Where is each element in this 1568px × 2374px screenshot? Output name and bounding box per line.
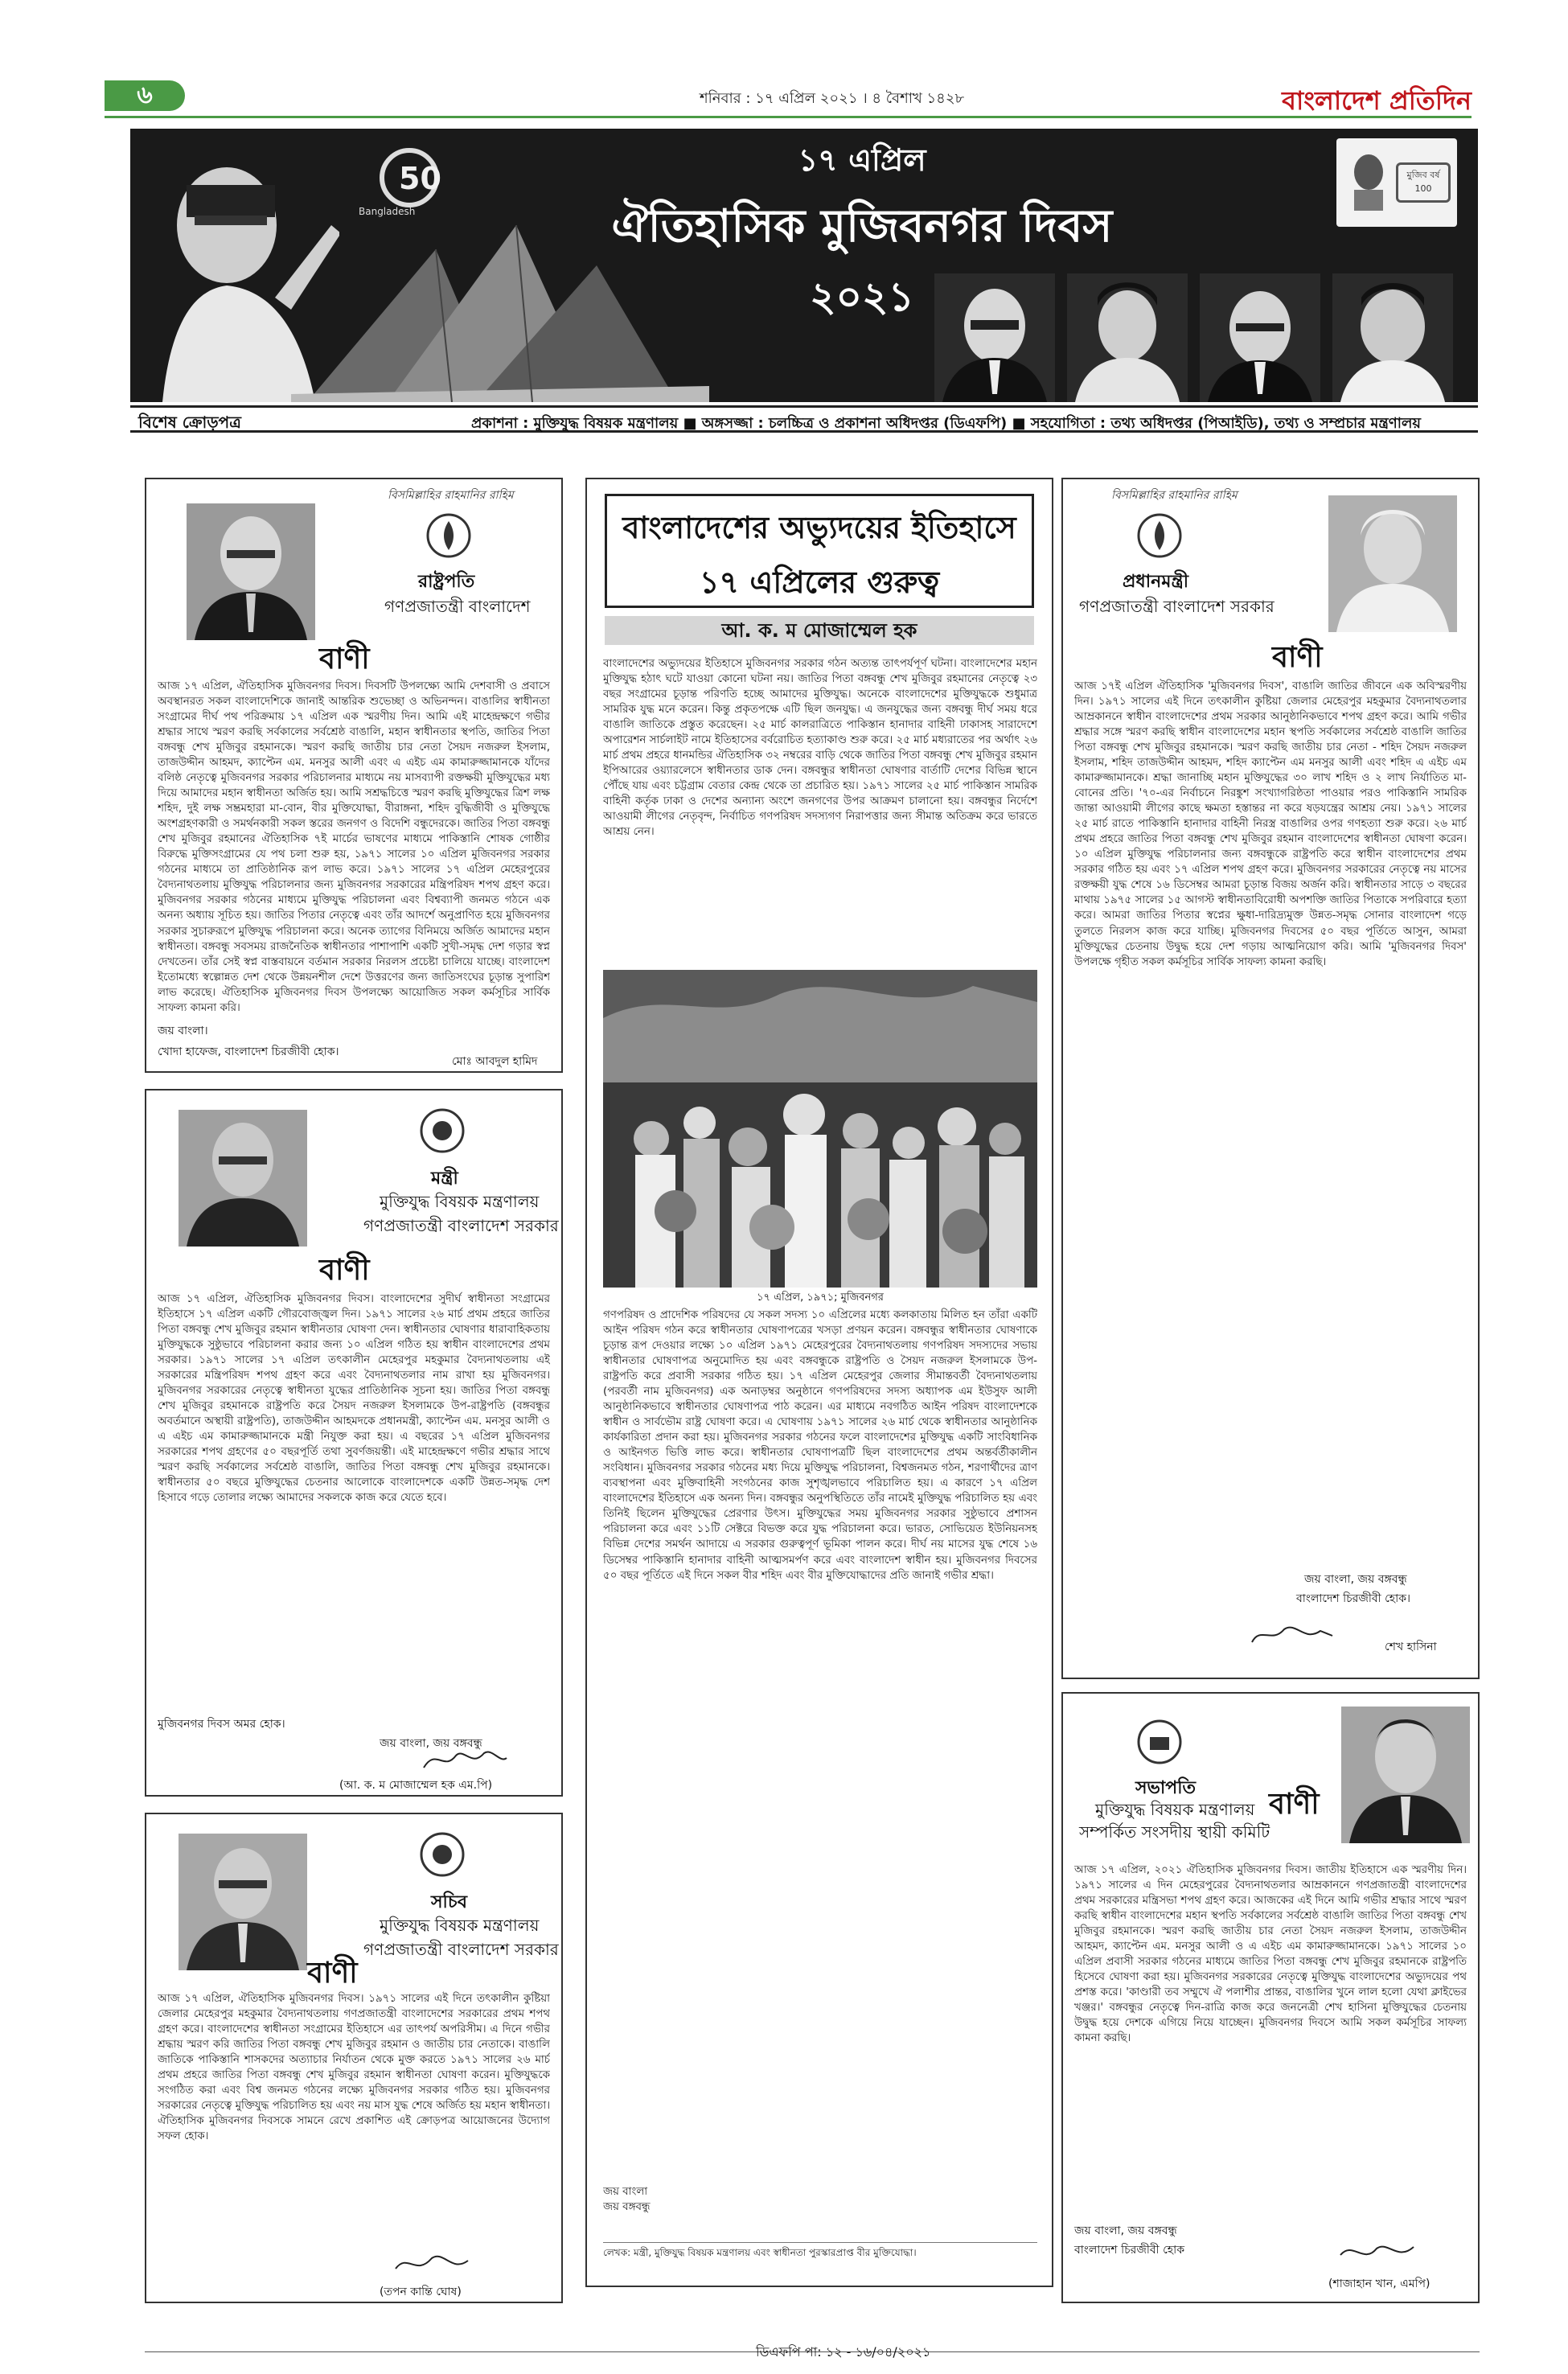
president-message (145, 478, 563, 1073)
government-emblem-icon (418, 1107, 466, 1155)
president-signatory: মোঃ আবদুল হামিদ (452, 1055, 538, 1068)
secretary-org-1: মুক্তিযুদ্ধ বিষয়ক মন্ত্রণালয় (380, 1916, 540, 1935)
prime-minister-message-title: বাণী (1272, 640, 1323, 674)
president-photo (187, 503, 315, 640)
credits-bar (130, 405, 1478, 433)
secretary-org-2: গণপ্রজাতন্ত্রী বাংলাদেশ সরকার (363, 1940, 559, 1959)
president-message-title: বাণী (319, 642, 370, 676)
minister-closing-2: জয় বাংলা, জয় বঙ্গবন্ধু (380, 1737, 482, 1750)
article-author: আ. ক. ম মোজাম্মেল হক (605, 616, 1034, 645)
government-emblem-icon (1135, 511, 1184, 560)
article-column (585, 478, 1053, 2287)
banner-heading: ঐতিহাসিক মুজিবনগর দিবস (611, 199, 1113, 253)
secretary-signatory: (তপন কান্তি ঘোষ) (380, 2286, 462, 2298)
prime-minister-org: গণপ্রজাতন্ত্রী বাংলাদেশ সরকার (1079, 597, 1275, 616)
parliament-emblem-icon (1135, 1718, 1184, 1766)
banner-date: ১৭ এপ্রিল (798, 142, 926, 178)
page-number: ৬ (105, 80, 185, 111)
photo-caption: ১৭ এপ্রিল, ১৯৭১; মুজিবনগর (757, 1292, 884, 1304)
leader-portrait-4 (1332, 273, 1453, 402)
banner-year: ২০২১ (810, 273, 914, 320)
dateline: শনিবার : ১৭ এপ্রিল ২০২১ । ৪ বৈশাখ ১৪২৮ (700, 90, 965, 107)
prime-minister-signature (1248, 1620, 1336, 1652)
mujib-borsho-logo (1336, 138, 1457, 227)
four-leaders-portraits (934, 273, 1465, 402)
mujib-face-icon (1344, 146, 1393, 211)
secretary-role: সচিব (431, 1892, 467, 1912)
minister-role: মন্ত্রী (431, 1169, 458, 1189)
bismillah-calligraphy: বিসমিল্লাহির রাহমানির রাহিম (1111, 489, 1238, 502)
committee-chair-message (1061, 1692, 1480, 2303)
leader-portrait-1 (934, 273, 1055, 402)
committee-chair-signatory: (শাজাহান খান, এমপি) (1328, 2277, 1430, 2290)
golden-jubilee-logo (343, 140, 447, 228)
prime-minister-message-body: আজ ১৭ই এপ্রিল ঐতিহাসিক 'মুজিবনগর দিবস', বাঙালি জাতির জীবনে এক অবিস্মরণীয় দিন। ১৯৭১ সালের এই দিনে তৎকালীন কুষ্টিয়া জেলার মেহেরপুর মহকুমার বৈদ্যনাথতলার আম্রকাননে স্বাধীন বাংলাদেশের প্রথম সরকার আনুষ্ঠানিকভাবে শপথ গ্রহণ করে। আমি গভীর শ্রদ্ধার সঙ্গে স্মরণ করছি স্বাধীন বাংলাদেশের মহান স্থপতি সর্বকালের সর্বশ্রেষ্ঠ বাঙালি জাতির পিতা বঙ্গবন্ধু শেখ মুজিবুর রহমানকে। স্মরণ করছি জাতীয় চার নেতা - শহিদ সৈয়দ নজরুল ইসলাম, শহিদ তাজউদ্দীন আহমদ, শহিদ ক্যাপ্টেন এম মনসুর আলী এবং শহিদ এ এইচ এম কামারুজ্জামানকে। শ্রদ্ধা জানাচ্ছি মহান মুক্তিযুদ্ধের ৩০ লাখ শহিদ ও ২ লাখ নির্যাতিত মা-বোনের প্রতি। '৭০-এর নির্বাচনে নিরঙ্কুশ সংখ্যাগরিষ্ঠতা পাওয়ার পরও পাকিস্তানি সামরিক জান্তা আওয়ামী লীগের কাছে ক্ষমতা হস্তান্তর না করে ষড়যন্ত্রের আশ্রয় নেয়। ১৯৭১ সালের ২৫ মার্চ রাতে পাকিস্তানি হানাদার বাহিনী নিরস্ত্র বাঙালির ওপর গণহত্যা শুরু করে। ২৬ মার্চ প্রথম প্রহরে জাতির পিতা বঙ্গবন্ধু শেখ মুজিবুর রহমান বাংলাদেশের স্বাধীনতা ঘোষণা করেন। ১০ এপ্রিল মুক্তিযুদ্ধ পরিচালনার জন্য বঙ্গবন্ধুকে রাষ্ট্রপতি করে স্বাধীন বাংলাদেশের প্রথম সরকার গঠিত হয় এবং ১৭ এপ্রিল শপথ গ্রহণ করে। মুজিবনগর সরকারের নেতৃত্বে নয় মাসের রক্তক্ষয়ী যুদ্ধ শেষে ১৬ ডিসেম্বর আমরা চূড়ান্ত বিজয় অর্জন করি। স্বাধীনতার সাড়ে ৩ বছরের মাথায় ১৯৭৫ সালের ১৫ আগস্ট স্বাধীনতাবিরোধী অপশক্তি জাতির পিতাকে সপরিবারে হত্যা করে। আমরা জাতির পিতার স্বপ্নের ক্ষুধা-দারিদ্র্যমুক্ত উন্নত-সমৃদ্ধ সোনার বাংলাদেশ গড়ে তুলতে নিরলস কাজ করে যাচ্ছি। মুজিবনগর দিবসের ৫০ বছর পূর্তিতে আসুন, আমরা মুক্তিযুদ্ধের চেতনায় উদ্বুদ্ধ হয়ে দেশ গড়ায় আত্মনিয়োগ করি। আমি 'মুজিবনগর দিবস' উপলক্ষে গৃহীত সকল কর্মসূচির সার্বিক সাফল্য কামনা করছি। (1074, 680, 1467, 968)
committee-message-body: আজ ১৭ এপ্রিল, ২০২১ ঐতিহাসিক মুজিবনগর দিবস। জাতীয় ইতিহাসে এক স্মরণীয় দিন। ১৯৭১ সালের এ দিন মেহেরপুরের বৈদ্যনাথতলার আম্রকাননে গণপ্রজাতন্ত্রী বাংলাদেশের প্রথম সরকারের মন্ত্রিসভা শপথ গ্রহণ করে। আজকের এই দিনে আমি গভীর শ্রদ্ধার সাথে স্মরণ করছি স্বাধীন বাংলাদেশের মহান স্থপতি সর্বকালের সর্বশ্রেষ্ঠ বাঙালি জাতির পিতা বঙ্গবন্ধু শেখ মুজিবুর রহমানকে। স্মরণ করছি জাতীয় চার নেতা সৈয়দ নজরুল ইসলাম, তাজউদ্দীন আহমদ, ক্যাপ্টেন এম. মনসুর আলী ও এ এইচ এম কামারুজ্জামানকে। ১৯৭১ সালের ১০ এপ্রিল প্রবাসী সরকার গঠনের মাধ্যমে জাতির পিতা বঙ্গবন্ধু শেখ মুজিবুর রহমানকে রাষ্ট্রপতি হিসেবে ঘোষণা করা হয়। মুজিবনগর সরকারের নেতৃত্বে মুক্তিযুদ্ধ বাংলাদেশের অভ্যুদয়ের পথ প্রশস্ত করে। 'কাণ্ডারী তব সম্মুখে ঐ পলাশীর প্রান্তর, বাঙালির খুনে লাল হলো যেথা ক্লাইভের খঞ্জর।' বঙ্গবন্ধুর নেতৃত্বে দিন-রাত্রি কাজ করে জননেত্রী শেখ হাসিনা মুক্তিযুদ্ধের চেতনায় উদ্বুদ্ধ হয়ে দেশকে এগিয়ে নিয়ে যাচ্ছেন। মুজিবনগর দিবসে আমি সকল কর্মসূচির সাফল্য কামনা করছি। (1074, 1864, 1467, 2045)
article-paragraph-2: গণপরিষদ ও প্রাদেশিক পরিষদের যে সকল সদস্য ১০ এপ্রিলের মধ্যে কলকাতায় মিলিত হন তাঁরা একটি আইন পরিষদ গঠন করে স্বাধীনতার ঘোষণাপত্রের খসড়া প্রণয়ন করেন। বঙ্গবন্ধুর স্বাধীনতার ঘোষণাকে চূড়ান্ত রূপ দেওয়ার লক্ষ্যে ১০ এপ্রিল ১৯৭১ মেহেরপুরের বৈদ্যনাথতলায় গণপরিষদ সদস্যদের সভায় স্বাধীনতার ঘোষণাপত্র অনুমোদিত হয় এবং বঙ্গবন্ধুকে রাষ্ট্রপতি ও সৈয়দ নজরুল ইসলামকে উপ-রাষ্ট্রপতি করে প্রবাসী সরকার গঠিত হয়। ১৭ এপ্রিল মেহেরপুর জেলার সীমান্তবর্তী বৈদ্যনাথতলায় (পরবর্তী নাম মুজিবনগর) এক অনাড়ম্বর অনুষ্ঠানে গণপরিষদের সদস্য অধ্যাপক এম ইউসুফ আলী আনুষ্ঠানিকভাবে স্বাধীনতার ঘোষণাপত্র পাঠ করেন। এর মাধ্যমে নবগঠিত আইন পরিষদ বাংলাদেশকে স্বাধীন ও সার্বভৌম রাষ্ট্র ঘোষণা করে। এ ঘোষণায় ১৯৭১ সালের ২৬ মার্চ থেকে স্বাধীনতার আনুষ্ঠানিক কার্যকারিতা প্রদান করা হয়। মুজিবনগর সরকার গঠনের ফলে বাংলাদেশের মুক্তিযুদ্ধ একটি সাংবিধানিক ও আইনগত ভিত্তি লাভ করে। স্বাধীনতার ঘোষণাপত্রটি ছিল বাংলাদেশের প্রথম অন্তর্বর্তীকালীন সংবিধান। মুজিবনগর সরকার গঠনের মধ্য দিয়ে মুক্তিযুদ্ধ পরিচালনা, বিশ্বজনমত গঠন, শরণার্থীদের ত্রাণ ব্যবস্থাপনা এবং মুক্তিবাহিনী সংগঠনের কাজ সুশৃঙ্খলভাবে পরিচালিত হয়। এ কারণে ১৭ এপ্রিল বাংলাদেশের ইতিহাসে এক অনন্য দিন। বঙ্গবন্ধুর অনুপস্থিতিতে তাঁর নামেই মুক্তিযুদ্ধ পরিচালিত হয় এবং তিনিই ছিলেন মুক্তিযুদ্ধের প্রেরণার উৎস। মুক্তিযুদ্ধের সময় মুজিবনগর সরকার সুষ্ঠুভাবে প্রশাসন পরিচালনা করে এবং ১১টি সেক্টরে বিভক্ত করে যুদ্ধ পরিচালনা করে। ভারত, সোভিয়েত ইউনিয়নসহ বিভিন্ন দেশের সমর্থন আদায়ে এ সরকার গুরুত্বপূর্ণ ভূমিকা পালন করে। দীর্ঘ নয় মাসের যুদ্ধ শেষে ১৬ ডিসেম্বর পাকিস্তানি হানাদার বাহিনী আত্মসমর্পণ করে এবং বাংলাদেশ স্বাধীন হয়। মুজিবনগর দিবসের ৫০ বছর পূর্তিতে এই দিনে সকল বীর শহিদ এবং বীর মুক্তিযোদ্ধাদের প্রতি জানাই গভীর শ্রদ্ধা। (603, 1309, 1037, 1582)
secretary-message-title: বাণী (307, 1956, 358, 1990)
logo-number: 50 (399, 161, 441, 196)
prime-minister-signatory: শেখ হাসিনা (1385, 1641, 1437, 1653)
newspaper-logo: বাংলাদেশ প্রতিদিন (1282, 85, 1472, 116)
minister-message-body: আজ ১৭ এপ্রিল, ঐতিহাসিক মুজিবনগর দিবস। বাংলাদেশের সুদীর্ঘ স্বাধীনতা সংগ্রামের ইতিহাসে ১৭ এপ্রিল একটি গৌরবোজ্জ্বল দিন। ১৯৭১ সালের ২৬ মার্চ প্রথম প্রহরে জাতির পিতা বঙ্গবন্ধু শেখ মুজিবুর রহমান স্বাধীনতার ঘোষণা দেন। স্বাধীনতার ঘোষণার ধারাবাহিকতায় মুক্তিযুদ্ধকে সুষ্ঠুভাবে পরিচালনা করার জন্য ১০ এপ্রিল গঠিত হয় স্বাধীন বাংলাদেশের প্রথম সরকার। ১৯৭১ সালের ১৭ এপ্রিল তৎকালীন মেহেরপুর মহকুমার বৈদ্যনাথতলায় এই সরকারের মন্ত্রিপরিষদ শপথ গ্রহণ করে এবং বৈদ্যনাথতলার নাম রাখা হয় মুজিবনগর। মুজিবনগর সরকারের নেতৃত্বে স্বাধীনতা যুদ্ধের প্রাতিষ্ঠানিক সূচনা হয়। জাতির পিতা বঙ্গবন্ধু শেখ মুজিবুর রহমানকে রাষ্ট্রপতি করে সৈয়দ নজরুল ইসলামকে উপ-রাষ্ট্রপতি (বঙ্গবন্ধুর অবর্তমানে অস্থায়ী রাষ্ট্রপতি), তাজউদ্দীন আহমদকে প্রধানমন্ত্রী, ক্যাপ্টেন এম. মনসুর আলী ও এ এইচ এম কামারুজ্জামানকে মন্ত্রী নিযুক্ত করা হয়। এ বছরের ১৭ এপ্রিল মুজিবনগর সরকারের শপথ গ্রহণের ৫০ বছরপূর্তি তথা সুবর্ণজয়ন্তী। এই মাহেন্দ্রক্ষণে গভীর শ্রদ্ধার সাথে স্মরণ করছি সর্বকালের সর্বশ্রেষ্ঠ বাঙালি, জাতির পিতা বঙ্গবন্ধু শেখ মুজিবুর রহমানকে। স্বাধীনতার ৫০ বছরে মুক্তিযুদ্ধের চেতনার আলোকে বাংলাদেশকে একটি উন্নত-সমৃদ্ধ দেশ হিসাবে গড়ে তোলার লক্ষ্যে আমাদের সকলকে কাজ করে যেতে হবে। (158, 1293, 550, 1505)
government-emblem-icon (418, 1830, 466, 1879)
president-org: গণপ্রজাতন্ত্রী বাংলাদেশ (384, 597, 531, 616)
leader-portrait-3 (1200, 273, 1320, 402)
article-title-line-1: বাংলাদেশের অভ্যুদয়ের ইতিহাসে (622, 509, 1016, 545)
president-message-body: আজ ১৭ এপ্রিল, ঐতিহাসিক মুজিবনগর দিবস। দিবসটি উপলক্ষ্যে আমি দেশবাসী ও প্রবাসে অবস্থানরত সকল বাংলাদেশিকে জানাই আন্তরিক শুভেচ্ছা ও অভিনন্দন। বাঙালির স্বাধীনতা সংগ্রামের দীর্ঘ পথ পরিক্রমায় ১৭ এপ্রিল এক স্মরণীয় দিন। আমি এই মাহেন্দ্রক্ষণে গভীর শ্রদ্ধার সাথে স্মরণ করছি সর্বকালের সর্বশ্রেষ্ঠ বাঙালি, মহান স্বাধীনতার স্থপতি, জাতির পিতা বঙ্গবন্ধু শেখ মুজিবুর রহমানকে। স্মরণ করছি জাতীয় চার নেতা সৈয়দ নজরুল ইসলাম, তাজউদ্দীন আহমদ, ক্যাপ্টেন এম. মনসুর আলী এবং এ এইচ এম কামারুজ্জামানকে যাঁদের বলিষ্ঠ নেতৃত্বে মুজিবনগর সরকার পরিচালনার মাধ্যমে নয় মাসব্যাপী রক্তক্ষয়ী মুক্তিযুদ্ধের মধ্য দিয়ে আমাদের মহান স্বাধীনতা অর্জিত হয়। আমি সশ্রদ্ধচিত্তে স্মরণ করছি মুক্তিযুদ্ধের ত্রিশ লক্ষ শহিদ, দুই লক্ষ সম্ভ্রমহারা মা-বোন, বীর মুক্তিযোদ্ধা, বীরাঙ্গনা, শহিদ বুদ্ধিজীবী ও মুক্তিযুদ্ধে অংশগ্রহণকারী ও সমর্থনকারী সকল স্তরের জনগণ ও বিদেশি বন্ধুদেরকে। জাতির পিতা বঙ্গবন্ধু শেখ মুজিবুর রহমানের ঐতিহাসিক ৭ই মার্চের ভাষণের মাধ্যমে পাকিস্তানি শোষক গোষ্ঠীর বিরুদ্ধে মুক্তিসংগ্রামের যে পথ চলা শুরু হয়, ১৯৭১ সালের ১০ এপ্রিল মুজিবনগর সরকার গঠনের মাধ্যমে তা প্রাতিষ্ঠানিক রূপ লাভ করে। ১৯৭১ সালের ১৭ এপ্রিল মেহেরপুরের বৈদ্যনাথতলায় মুক্তিযুদ্ধ পরিচালনার জন্য মুজিবনগর সরকারের মন্ত্রিপরিষদ শপথ গ্রহণ করে। মুজিবনগর সরকার গঠনের মাধ্যমে মুক্তিযুদ্ধ পরিচালনা এবং বিশ্বব্যাপী জনমত গঠনে এক অনন্য অধ্যায় সূচিত হয়। জাতির পিতার নেতৃত্বে এবং তাঁর আদর্শে অনুপ্রাণিত হয়ে মুজিবনগর সরকার সুচারুরূপে মুক্তিযুদ্ধ পরিচালনা করে। অনেক ত্যাগের বিনিময়ে অর্জিত আমাদের মহান স্বাধীনতা। বঙ্গবন্ধু সবসময় রাজনৈতিক স্বাধীনতার পাশাপাশি একটি সুখী-সমৃদ্ধ দেশ গড়ার স্বপ্ন দেখতেন। তাঁর সেই স্বপ্ন বাস্তবায়নে বর্তমান সরকার নিরলস প্রচেষ্টা চালিয়ে যাচ্ছে। বাংলাদেশ ইতোমধ্যে স্বল্পোন্নত দেশ থেকে উন্নয়নশীল দেশে উত্তরণের জন্য জাতিসংঘের চূড়ান্ত সুপারিশ লাভ করেছে। ঐতিহাসিক মুজিবনগর দিবস উপলক্ষ্যে আয়োজিত সকল কর্মসূচির সার্বিক সাফল্য কামনা করি। (158, 680, 550, 1014)
article-title-line-2: ১৭ এপ্রিলের গুরুত্ব (699, 564, 940, 600)
committee-org-2: সম্পর্কিত সংসদীয় স্থায়ী কমিটি (1079, 1822, 1270, 1842)
committee-chair-role: সভাপতি (1135, 1778, 1197, 1798)
minister-message (145, 1089, 563, 1797)
prime-minister-role: প্রধানমন্ত্রী (1123, 572, 1189, 592)
article-title (605, 494, 1034, 608)
masthead-rule (105, 116, 1472, 118)
government-emblem-icon (425, 511, 473, 560)
minister-photo (179, 1110, 307, 1247)
committee-closing-2: বাংলাদেশ চিরজীবী হোক (1074, 2244, 1185, 2257)
committee-closing: জয় বাংলা, জয় বঙ্গবন্ধু (1074, 2224, 1177, 2237)
president-closing-2: খোদা হাফেজ, বাংলাদেশ চিরজীবী হোক। (158, 1045, 339, 1058)
supplement-label: বিশেষ ক্রোড়পত্র (138, 413, 241, 432)
secretary-signature (388, 2249, 476, 2281)
president-role: রাষ্ট্রপতি (418, 572, 475, 592)
secretary-message (145, 1813, 563, 2303)
prime-minister-closing: জয় বাংলা, জয় বঙ্গবন্ধু (1304, 1573, 1407, 1586)
article-author-bio: লেখক: মন্ত্রী, মুক্তিযুদ্ধ বিষয়ক মন্ত্রণালয় এবং স্বাধীনতা পুরস্কারপ্রাপ্ত বীর মুক্তিযোদ্ধা। (603, 2242, 1037, 2274)
leader-portrait-2 (1067, 273, 1188, 402)
masthead (105, 80, 1472, 116)
article-closing: জয় বাংলা জয় বঙ্গবন্ধু (603, 2186, 651, 2214)
secretary-photo (179, 1834, 307, 1970)
logo-caption: Bangladesh (359, 206, 416, 217)
publisher-credits: প্রকাশনা : মুক্তিযুদ্ধ বিষয়ক মন্ত্রণালয় ■ অঙ্গসজ্জা : চলচ্চিত্র ও প্রকাশনা অধিদপ্তর (ডিএফপি) ■ সহযোগিতা : তথ্য অধিদপ্তর (পিআইডি), তথ্য ও সম্প্রচার মন্ত্রণালয় (471, 415, 1422, 432)
minister-signature (420, 1744, 508, 1776)
prime-minister-closing-2: বাংলাদেশ চিরজীবী হোক। (1296, 1592, 1411, 1605)
committee-chair-signature (1336, 2237, 1425, 2269)
footer-code: ডিএফপি পা: ১২ - ১৬/০৪/২০২১ (756, 2344, 931, 2360)
president-closing: জয় বাংলা। (158, 1025, 208, 1037)
bismillah-calligraphy: বিসমিল্লাহির রাহমানির রাহিম (388, 489, 514, 502)
prime-minister-photo (1328, 495, 1457, 632)
secretary-message-body: আজ ১৭ এপ্রিল, ঐতিহাসিক মুজিবনগর দিবস। ১৯৭১ সালের এই দিনে তৎকালীন কুষ্টিয়া জেলার মেহেরপুর মহকুমার বৈদ্যনাথতলায় গণপ্রজাতন্ত্রী বাংলাদেশের সরকারের প্রথম শপথ গ্রহণ করে। বাংলাদেশের স্বাধীনতা সংগ্রামের ইতিহাসে এর তাৎপর্য অপরিসীম। এ দিনে গভীর শ্রদ্ধায় স্মরণ করি জাতির পিতা বঙ্গবন্ধু শেখ মুজিবুর রহমান ও জাতীয় চার নেতাকে। বাঙালি জাতিকে পাকিস্তানি শাসকদের অত্যাচার নির্যাতন থেকে মুক্ত করতে ১৯৭১ সালের ২৬ মার্চ প্রথম প্রহরে জাতির পিতা বঙ্গবন্ধু শেখ মুজিবুর রহমান স্বাধীনতা ঘোষণা করেন। মুক্তিযুদ্ধকে সংগঠিত করা এবং বিশ্ব জনমত গঠনের লক্ষ্যে মুজিবনগর সরকার গঠিত হয়। মুজিবনগর সরকারের নেতৃত্বে মুক্তিযুদ্ধ পরিচালিত হয় এবং নয় মাস যুদ্ধ শেষে অর্জিত হয় মহান স্বাধীনতা। ঐতিহাসিক মুজিবনগর দিবসকে সামনে রেখে প্রকাশিত এই ক্রোড়পত্র আয়োজনের উদ্যোগ সফল হোক। (158, 1993, 550, 2143)
banner (130, 129, 1478, 402)
committee-message-title: বাণী (1269, 1787, 1320, 1821)
minister-org-1: মুক্তিযুদ্ধ বিষয়ক মন্ত্রণালয় (380, 1192, 540, 1211)
article-paragraph-1: বাংলাদেশের অভ্যুদয়ের ইতিহাসে মুজিবনগর সরকার গঠন অত্যন্ত তাৎপর্যপূর্ণ ঘটনা। বাংলাদেশের মহান মুক্তিযুদ্ধ হঠাৎ ঘটে যাওয়া কোনো ঘটনা নয়। জাতির পিতা বঙ্গবন্ধু শেখ মুজিবুর রহমানের নেতৃত্বে ২৩ বছর সংগ্রামের চূড়ান্ত পরিণতি হচ্ছে আমাদের মুক্তিযুদ্ধ। অনেকে বাংলাদেশের মুক্তিযুদ্ধকে শুধুমাত্র সামরিক যুদ্ধ মনে করেন। কিন্তু প্রকৃতপক্ষে এটি ছিল জনযুদ্ধ। এ জনযুদ্ধের জন্য বঙ্গবন্ধু দীর্ঘ সময় ধরে বাঙালি জাতিকে প্রস্তুত করেছেন। ২৫ মার্চ কালরাত্রিতে পাকিস্তান হানাদার বাহিনী ঢাকাসহ সারাদেশে অপারেশন সার্চলাইট নামে ইতিহাসের বর্বরোচিত হত্যাকাণ্ড শুরু করে। ২৫ মার্চ মধ্যরাতের পর অর্থাৎ ২৬ মার্চ প্রথম প্রহরে ধানমন্ডির ঐতিহাসিক ৩২ নম্বরের বাড়ি থেকে জাতির পিতা বঙ্গবন্ধু শেখ মুজিবুর রহমান ইপিআরের ওয়্যারলেসে স্বাধীনতার ডাক দেন। বঙ্গবন্ধুর স্বাধীনতা ঘোষণার বার্তাটি দেশের বিভিন্ন স্থানে পৌঁছে যায় এবং চট্টগ্রাম বেতার কেন্দ্র থেকে তা প্রচারিত হয়। ১৯৭১ সালের ২৫ মার্চ পাকিস্তান সামরিক বাহিনী কর্তৃক ঢাকা ও দেশের অন্যান্য অংশে জনগণের উপর আক্রমণ চালানো হয়। বঙ্গবন্ধুর নির্দেশে আওয়ামী লীগের নেতৃবৃন্দ, নির্বাচিত গণপরিষদ সদস্যগণ নিরাপত্তার জন্য সীমান্ত অতিক্রম করে ভারতে আশ্রয় নেন। (603, 658, 1037, 839)
prime-minister-message (1061, 478, 1480, 1679)
historic-crowd-photo (603, 970, 1037, 1288)
minister-signatory: (আ. ক. ম মোজাম্মেল হক এম.পি) (339, 1779, 493, 1792)
minister-org-2: গণপ্রজাতন্ত্রী বাংলাদেশ সরকার (363, 1216, 559, 1235)
committee-org-1: মুক্তিযুদ্ধ বিষয়ক মন্ত্রণালয় (1095, 1800, 1255, 1819)
mujib-borsho-badge: মুজিব বর্ষ 100 (1396, 162, 1451, 203)
minister-message-title: বাণী (319, 1253, 370, 1287)
committee-chair-photo (1341, 1707, 1470, 1843)
minister-closing: মুজিবনগর দিবস অমর হোক। (158, 1718, 285, 1731)
